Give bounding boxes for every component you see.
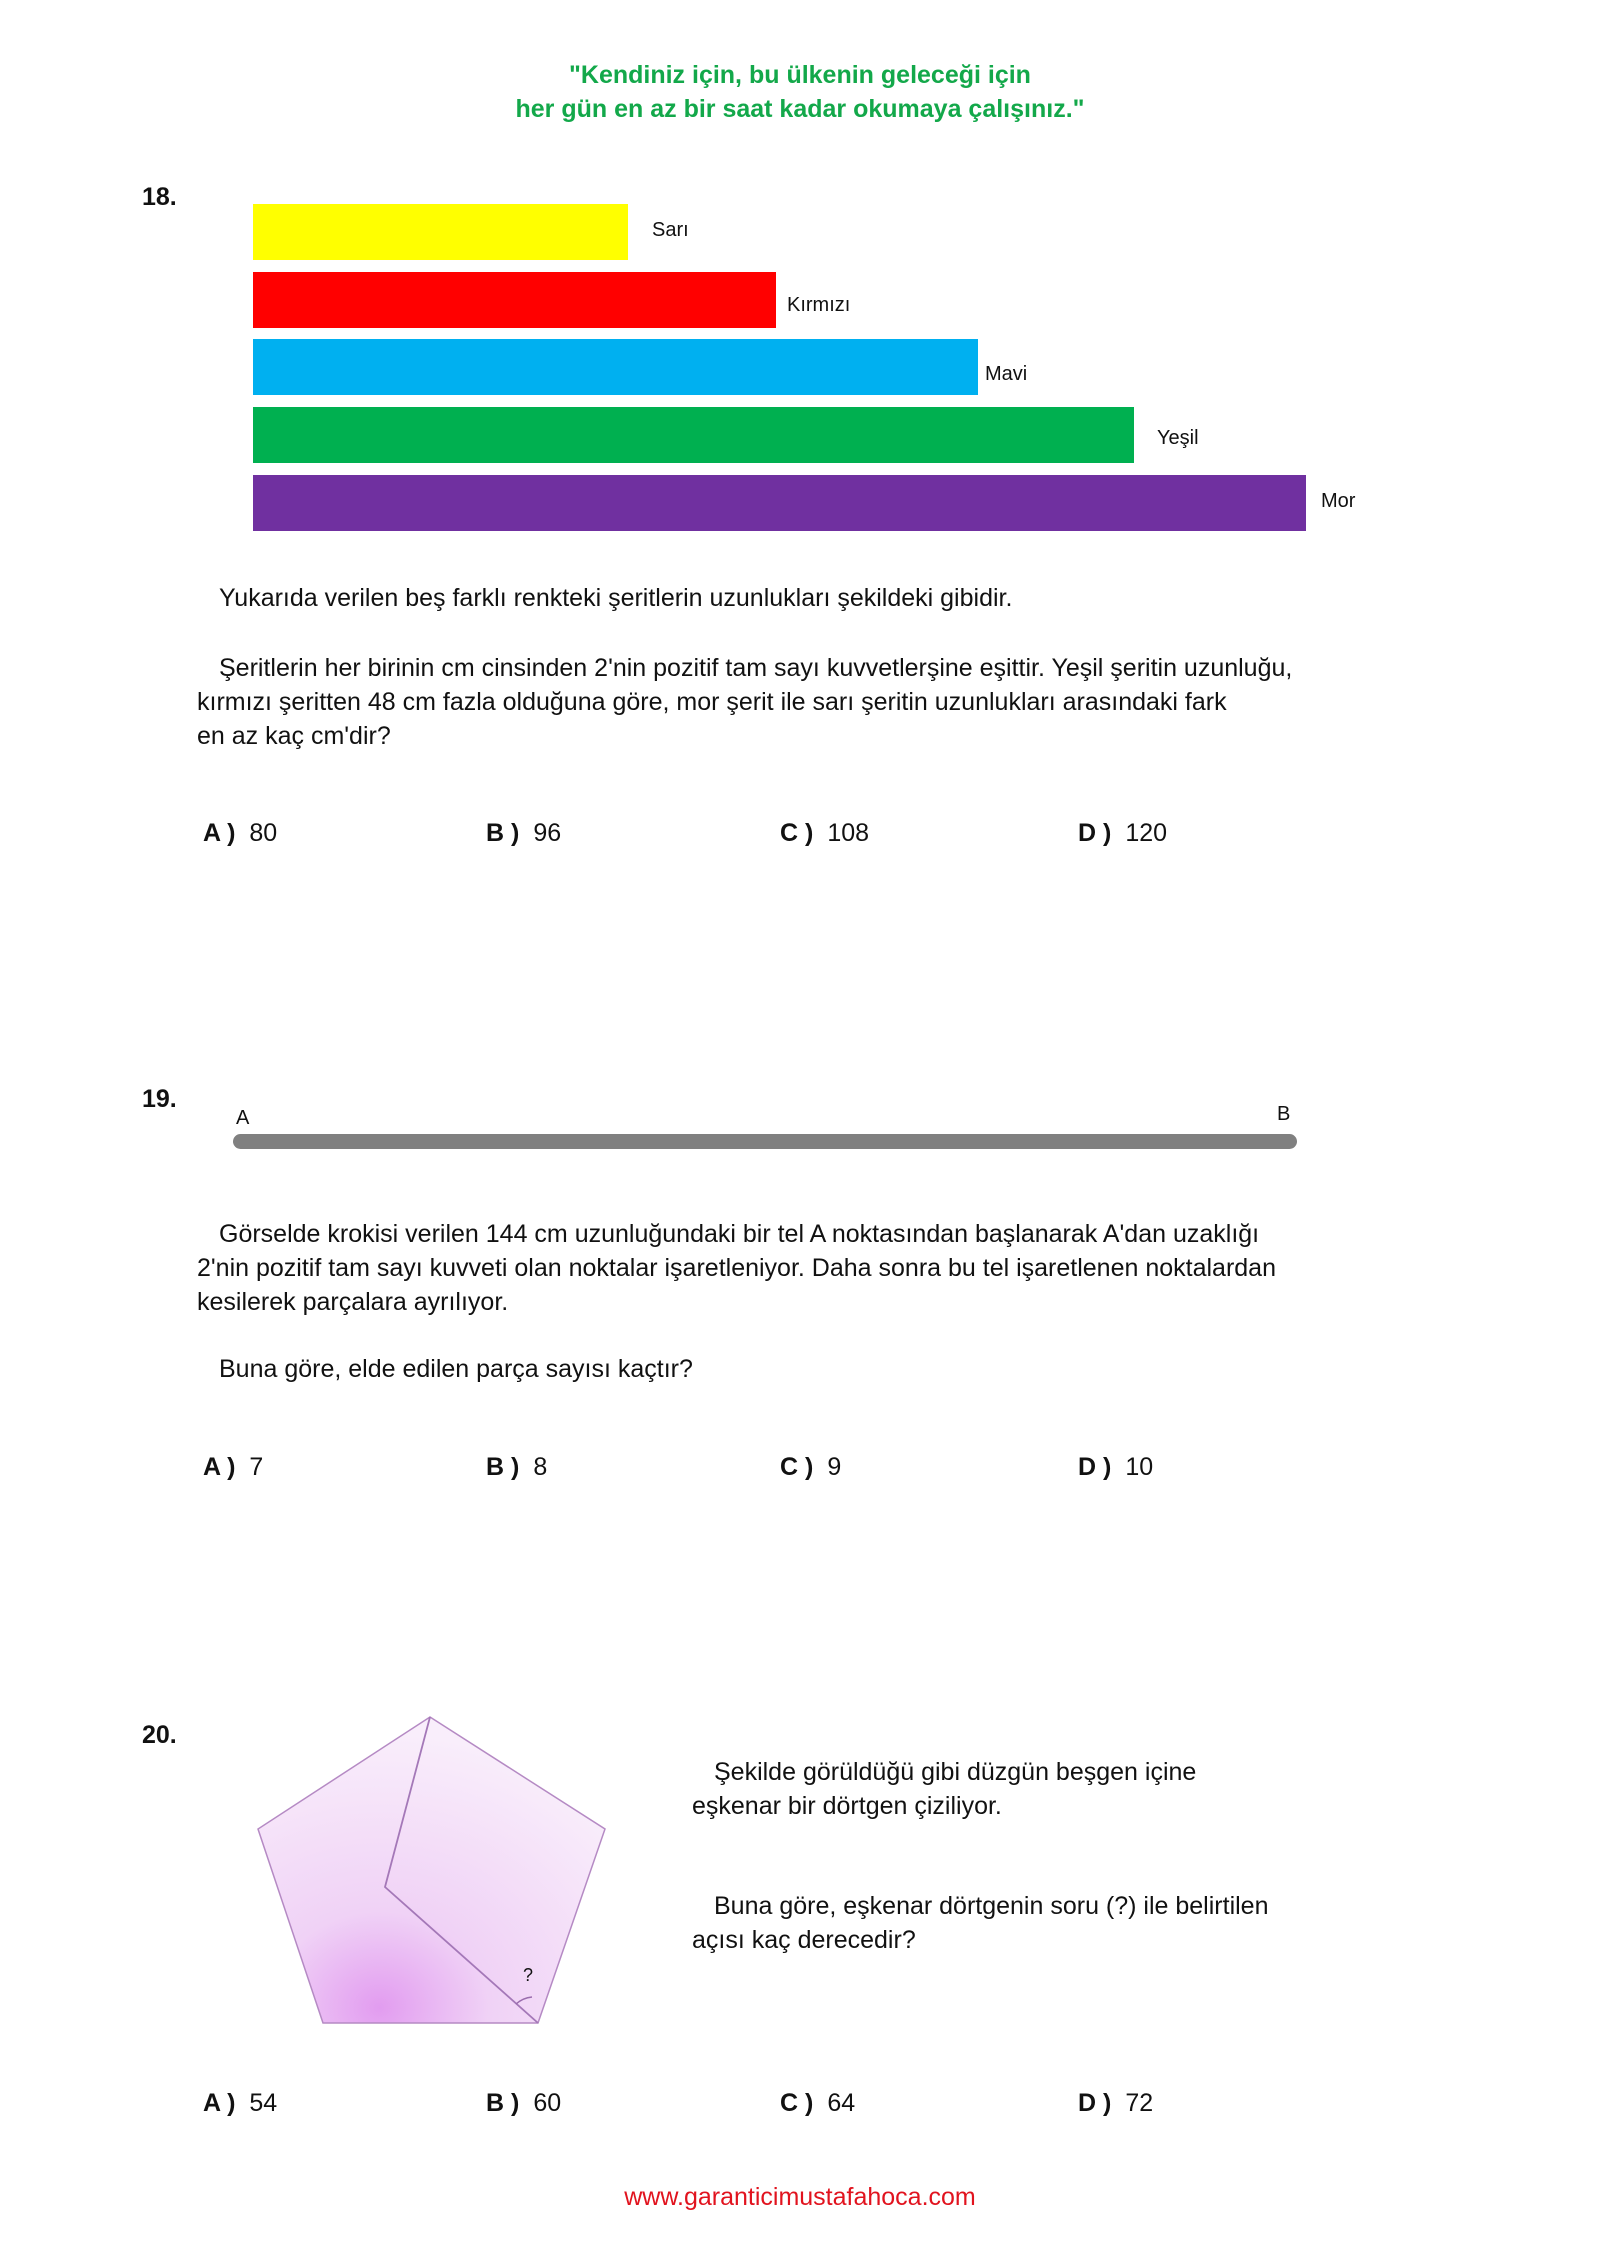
angle-question-mark: ? [523, 1965, 534, 1985]
wire [233, 1134, 1297, 1149]
q20-description [692, 1755, 1196, 1823]
option-value: 108 [827, 819, 870, 847]
option-letter: D ) [1078, 819, 1112, 847]
q19-option-a[interactable] [203, 1453, 263, 1482]
motto-line-1: "Kendiniz için, bu ülkenin geleceği için [569, 61, 1031, 89]
q18-question-text [197, 651, 1292, 753]
option-value: 64 [827, 2089, 856, 2117]
question-20-number: 20. [142, 1721, 177, 1749]
q19-option-c[interactable] [780, 1453, 841, 1482]
option-value: 9 [827, 1453, 842, 1481]
footer-website-link[interactable]: www.garanticimustafahoca.com [624, 2183, 976, 2211]
q20-option-b[interactable] [486, 2089, 561, 2118]
q18-option-a[interactable] [203, 819, 277, 848]
q18-question-line-2: kırmızı şeritten 48 cm fazla olduğuna göre, mor şerit ile sarı şeritin uzunlukları arasındaki fark [197, 688, 1227, 716]
option-value: 7 [249, 1453, 264, 1481]
option-letter: A ) [203, 819, 236, 847]
motto-line-2: her gün en az bir saat kadar okumaya çalışınız." [515, 95, 1085, 123]
q20-question-text [692, 1889, 1268, 1957]
q19-ask-text: Buna göre, elde edilen parça sayısı kaçtır? [219, 1355, 693, 1383]
strip-label-yellow: Sarı [652, 219, 689, 241]
option-letter: A ) [203, 2089, 236, 2117]
q19-option-b[interactable] [486, 1453, 547, 1482]
option-letter: C ) [780, 819, 814, 847]
q20-option-d[interactable] [1078, 2089, 1153, 2118]
option-letter: B ) [486, 1453, 520, 1481]
option-letter: D ) [1078, 1453, 1112, 1481]
q20-option-a[interactable] [203, 2089, 277, 2118]
q18-question-line-1: Şeritlerin her birinin cm cinsinden 2'nin pozitif tam sayı kuvvetlerşine eşittir. Yeşil şeritin uzunluğu, [219, 654, 1293, 682]
q18-option-b[interactable] [486, 819, 561, 848]
option-value: 80 [249, 819, 278, 847]
motto [0, 58, 1600, 126]
pentagon [258, 1717, 605, 2023]
q19-line-2: 2'nin pozitif tam sayı kuvveti olan noktalar işaretleniyor. Daha sonra bu tel işaretlenen noktalardan [197, 1254, 1276, 1282]
option-letter: C ) [780, 2089, 814, 2117]
strip-purple [253, 475, 1306, 531]
option-letter: D ) [1078, 2089, 1112, 2117]
q18-option-d[interactable] [1078, 819, 1167, 848]
question-19-number: 19. [142, 1085, 177, 1113]
q19-question-text [197, 1217, 1276, 1319]
q20-desc-line-1: Şekilde görüldüğü gibi düzgün beşgen içine [714, 1758, 1197, 1786]
q19-line-3: kesilerek parçalara ayrılıyor. [197, 1288, 509, 1316]
option-letter: A ) [203, 1453, 236, 1481]
option-value: 54 [249, 2089, 278, 2117]
strip-label-red: Kırmızı [787, 294, 851, 316]
strip-green [253, 407, 1134, 463]
q19-option-d[interactable] [1078, 1453, 1153, 1482]
strip-blue [253, 339, 978, 395]
q20-question-line-1: Buna göre, eşkenar dörtgenin soru (?) ile belirtilen [714, 1892, 1269, 1920]
strip-label-purple: Mor [1321, 490, 1356, 512]
q18-intro-text: Yukarıda verilen beş farklı renkteki şeritlerin uzunlukları şekildeki gibidir. [219, 584, 1013, 612]
option-value: 72 [1125, 2089, 1154, 2117]
strip-label-green: Yeşil [1157, 427, 1199, 449]
q20-desc-line-2: eşkenar bir dörtgen çiziliyor. [692, 1792, 1002, 1820]
q19-line-1: Görselde krokisi verilen 144 cm uzunluğundaki bir tel A noktasından başlanarak A'dan uzaklığı [219, 1220, 1260, 1248]
point-a-label: A [236, 1107, 250, 1129]
option-value: 10 [1125, 1453, 1154, 1481]
q20-question-line-2: açısı kaç derecedir? [692, 1926, 916, 1954]
question-18-number: 18. [142, 183, 177, 211]
option-letter: B ) [486, 819, 520, 847]
option-letter: C ) [780, 1453, 814, 1481]
option-value: 60 [533, 2089, 562, 2117]
pentagon-figure [240, 1700, 620, 2040]
strip-red [253, 272, 776, 328]
option-value: 8 [533, 1453, 548, 1481]
strip-label-blue: Mavi [985, 363, 1028, 385]
option-value: 120 [1125, 819, 1168, 847]
option-value: 96 [533, 819, 562, 847]
q18-option-c[interactable] [780, 819, 869, 848]
q20-option-c[interactable] [780, 2089, 855, 2118]
point-b-label: B [1277, 1103, 1291, 1125]
option-letter: B ) [486, 2089, 520, 2117]
q18-question-line-3: en az kaç cm'dir? [197, 722, 391, 750]
strip-yellow [253, 204, 628, 260]
